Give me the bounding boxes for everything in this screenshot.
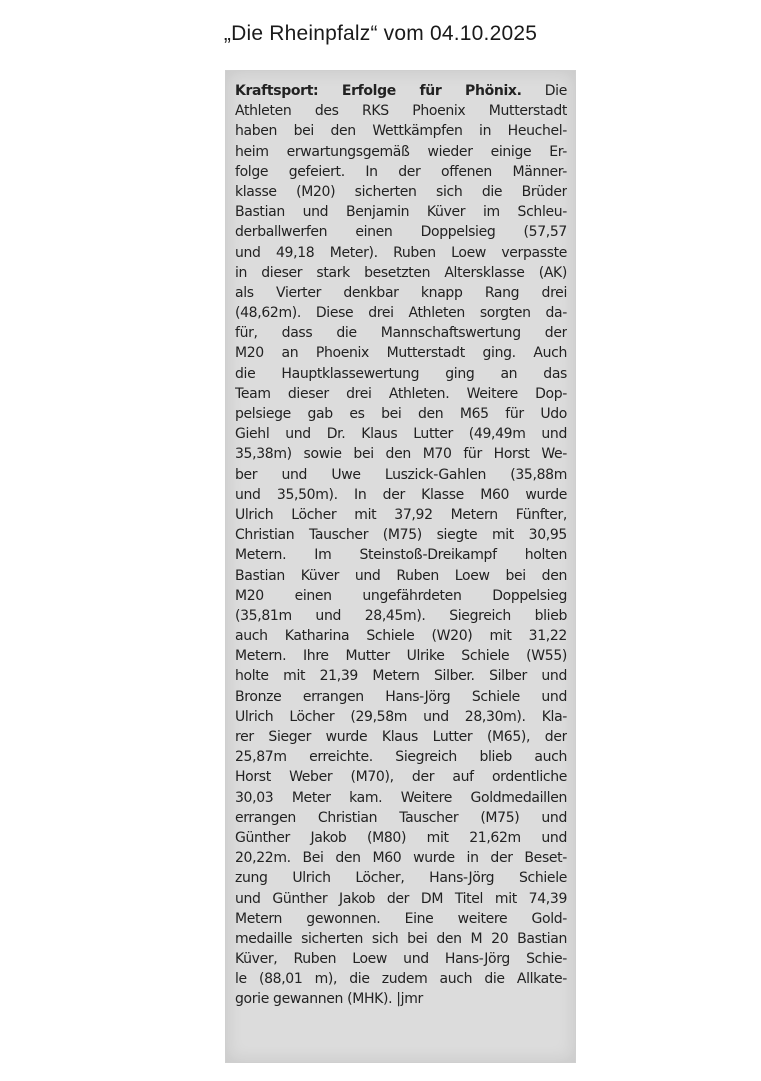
article-line: medaille sicherten sich bei den M 20 Bastian: [235, 930, 567, 947]
article-line: Bastian und Benjamin Küver im Schleu-: [235, 204, 567, 221]
article-line: Team dieser drei Athleten. Weitere Dop-: [235, 385, 567, 402]
article-line: die Hauptklassewertung ging an das: [235, 365, 567, 382]
article-line: Metern. Im Steinstoß-Dreikampf holten: [235, 547, 567, 564]
article-line: Metern gewonnen. Eine weitere Gold-: [235, 910, 567, 927]
article-line: 35,38m) sowie bei den M70 für Horst We-: [235, 446, 567, 463]
article-line: Giehl und Dr. Klaus Lutter (49,49m und: [235, 426, 567, 443]
article-line: folge gefeiert. In der offenen Männer-: [235, 163, 567, 180]
article-line: errangen Christian Tauscher (M75) und: [235, 809, 567, 826]
article-line: in dieser stark besetzten Altersklasse (AK): [235, 264, 567, 281]
article-line: klasse (M20) sicherten sich die Brüder: [235, 183, 567, 200]
article-line: (35,81m und 28,45m). Siegreich blieb: [235, 607, 567, 624]
article-line: Christian Tauscher (M75) siegte mit 30,95: [235, 527, 567, 544]
article-line: auch Katharina Schiele (W20) mit 31,22: [235, 628, 567, 645]
article-line: ber und Uwe Luszick-Gahlen (35,88m: [235, 466, 567, 483]
article-line: 30,03 Meter kam. Weitere Goldmedaillen: [235, 789, 567, 806]
article-line: Athleten des RKS Phoenix Mutterstadt: [235, 103, 567, 120]
source-caption: „Die Rheinpfalz“ vom 04.10.2025: [223, 22, 538, 45]
article-line: 25,87m erreichte. Siegreich blieb auch: [235, 749, 567, 766]
article-line: holte mit 21,39 Metern Silber. Silber und: [235, 668, 567, 685]
article-line: rer Sieger wurde Klaus Lutter (M65), der: [235, 729, 567, 745]
article-line: Ulrich Löcher mit 37,92 Metern Fünfter,: [235, 506, 567, 523]
article-line: 20,22m. Bei den M60 wurde in der Beset-: [235, 850, 567, 867]
article-line: [235, 81, 567, 101]
article-line: für, dass die Mannschaftswertung der: [235, 325, 567, 342]
article-line: Horst Weber (M70), der auf ordentliche: [235, 769, 567, 786]
article-line: Bastian Küver und Ruben Loew bei den: [235, 567, 567, 584]
article-line: (48,62m). Diese drei Athleten sorgten da-: [235, 305, 567, 322]
newspaper-clipping: [225, 70, 576, 1063]
article-line: als Vierter denkbar knapp Rang drei: [235, 284, 567, 301]
article-line: M20 einen ungefährdeten Doppelsieg: [235, 587, 567, 604]
article-line: haben bei den Wettkämpfen in Heuchel-: [235, 123, 567, 140]
article-line: Metern. Ihre Mutter Ulrike Schiele (W55): [235, 648, 567, 665]
article-line: gorie gewannen (MHK). |jmr: [235, 991, 423, 1008]
article-line: le (88,01 m), die zudem auch die Allkate-: [235, 971, 567, 988]
article-line: und 49,18 Meter). Ruben Loew verpasste: [235, 244, 567, 261]
article-line: Ulrich Löcher (29,58m und 28,30m). Kla-: [235, 708, 567, 725]
article-line: Küver, Ruben Loew und Hans-Jörg Schie-: [235, 951, 567, 968]
article-line: Bronze errangen Hans-Jörg Schiele und: [235, 688, 567, 705]
article-line-text: Die: [521, 83, 567, 99]
article-line: und Günther Jakob der DM Titel mit 74,39: [235, 890, 567, 907]
article-line: derballwerfen einen Doppelsieg (57,57: [235, 224, 567, 241]
article-line: pelsiege gab es bei den M65 für Udo: [235, 406, 567, 422]
article-line: und 35,50m). In der Klasse M60 wurde: [235, 486, 567, 503]
article-headline: Kraftsport: Erfolge für Phönix.: [235, 83, 522, 99]
article-line: heim erwartungsgemäß wieder einige Er-: [235, 143, 567, 160]
article-line: Günther Jakob (M80) mit 21,62m und: [235, 829, 567, 846]
article-line: M20 an Phoenix Mutterstadt ging. Auch: [235, 345, 567, 362]
article-line: zung Ulrich Löcher, Hans-Jörg Schiele: [235, 870, 567, 887]
article-body: [235, 81, 567, 1010]
